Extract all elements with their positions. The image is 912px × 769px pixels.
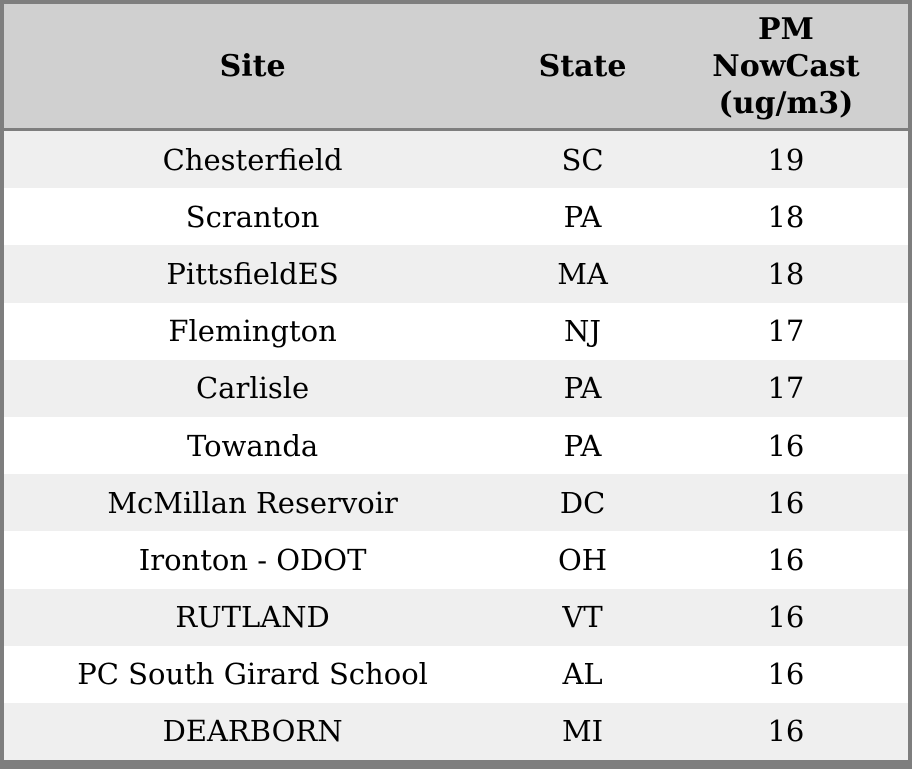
pm-nowcast-cell: 16 (767, 542, 805, 577)
pm-nowcast-cell: 19 (767, 142, 805, 177)
table-header-row (4, 4, 908, 131)
state-cell: SC (561, 142, 604, 177)
state-cell: DC (559, 485, 606, 520)
site-cell: Towanda (186, 428, 319, 463)
state-cell: PA (563, 428, 602, 463)
table-row (4, 589, 908, 646)
state-cell: VT (562, 600, 603, 635)
table-row (4, 417, 908, 474)
state-cell: MI (561, 714, 604, 749)
table-row (4, 531, 908, 588)
table-row (4, 474, 908, 531)
site-cell: RUTLAND (175, 600, 330, 635)
column-header-pm-nowcast-label: PM NowCast (ug/m3) (712, 11, 860, 121)
site-cell: PC South Girard School (77, 657, 428, 692)
table-row (4, 303, 908, 360)
site-cell: Ironton - ODOT (138, 542, 367, 577)
column-header-state-label: State (538, 48, 627, 84)
site-cell: PittsfieldES (166, 256, 339, 291)
site-cell: Scranton (185, 199, 320, 234)
state-cell: OH (558, 542, 608, 577)
pm-nowcast-cell: 17 (767, 314, 805, 349)
pm-nowcast-cell: 16 (767, 714, 805, 749)
table-row (4, 646, 908, 703)
state-cell: AL (562, 657, 603, 692)
state-cell: MA (557, 256, 608, 291)
column-header-site-label: Site (219, 48, 286, 84)
table-row (4, 131, 908, 188)
table-body (4, 131, 908, 760)
pm-nowcast-cell: 16 (767, 600, 805, 635)
site-cell: DEARBORN (162, 714, 343, 749)
pm-nowcast-cell: 18 (767, 256, 805, 291)
table-row (4, 188, 908, 245)
table-row (4, 360, 908, 417)
column-header-site (4, 48, 501, 85)
pm-nowcast-cell: 18 (767, 199, 805, 234)
site-cell: Carlisle (195, 371, 310, 406)
state-cell: PA (563, 371, 602, 406)
table-row (4, 245, 908, 302)
pm-nowcast-cell: 16 (767, 428, 805, 463)
state-cell: PA (563, 199, 602, 234)
site-cell: Flemington (168, 314, 337, 349)
site-cell: McMillan Reservoir (107, 485, 398, 520)
pm-nowcast-cell: 17 (767, 371, 805, 406)
column-header-state (501, 48, 664, 85)
site-cell: Chesterfield (162, 142, 343, 177)
pm-nowcast-cell: 16 (767, 485, 805, 520)
column-header-pm-nowcast (664, 11, 908, 122)
table-row (4, 703, 908, 760)
pm-nowcast-cell: 16 (767, 657, 805, 692)
state-cell: NJ (564, 314, 602, 349)
